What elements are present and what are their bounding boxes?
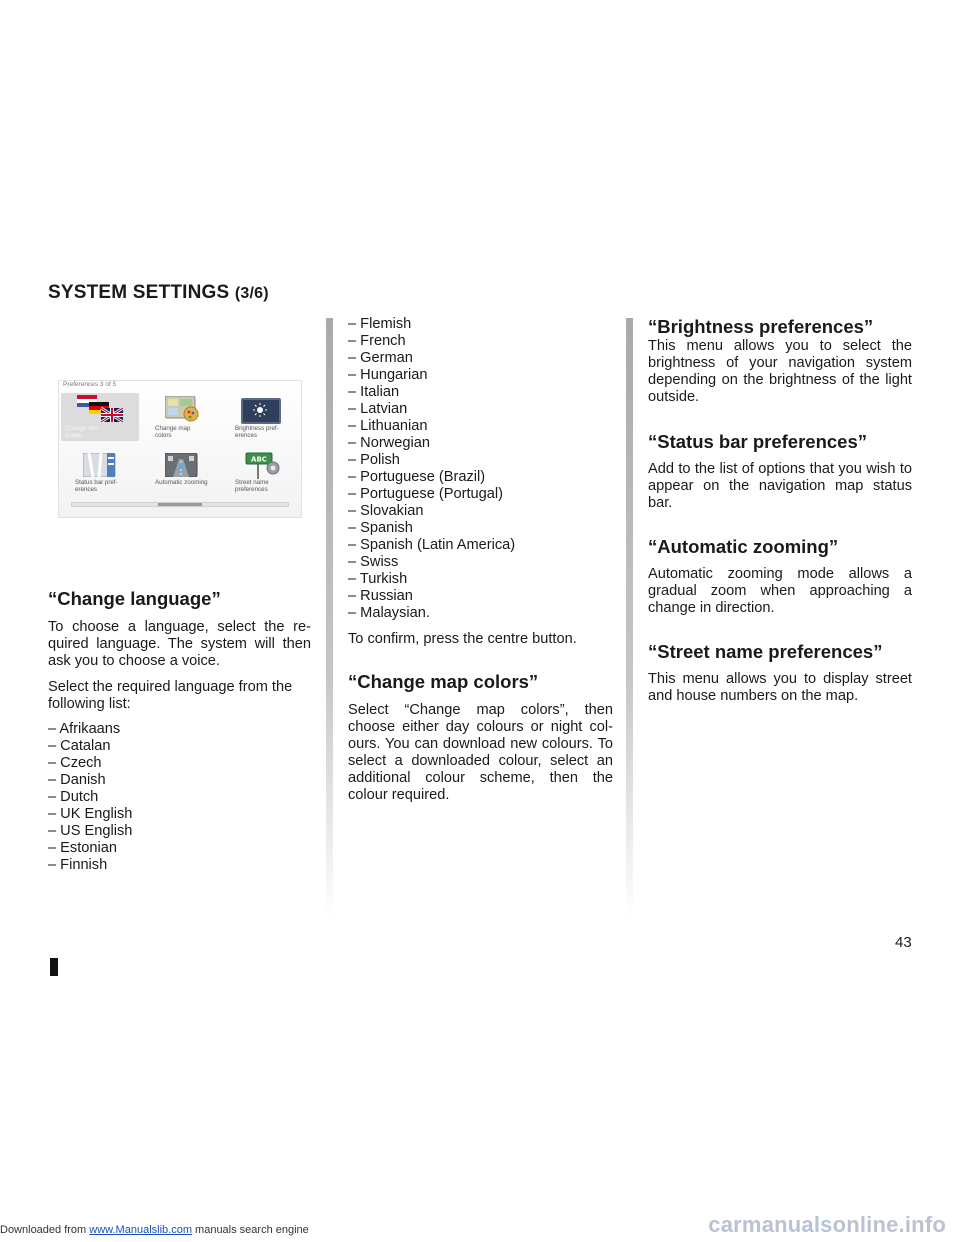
screenshot-header: Preferences 3 of 5	[63, 381, 117, 388]
scrollbar-thumb[interactable]	[158, 503, 202, 506]
left-column	[48, 588, 311, 874]
screenshot-scrollbar[interactable]	[71, 502, 289, 507]
confirm-text: To confirm, press the centre button.	[348, 631, 577, 647]
list-item: – Swiss	[348, 554, 613, 571]
list-item: – Estonian	[48, 840, 311, 857]
list-item: – Afrikaans	[48, 721, 311, 738]
list-item: – Czech	[48, 755, 311, 772]
tile-label: Brightness pref- erences	[235, 425, 279, 439]
change-language-heading: “Change language”	[48, 588, 221, 609]
footer-prefix: Downloaded from	[0, 1224, 90, 1236]
title-suffix: (3/6)	[234, 285, 269, 302]
brightness-heading: “Brightness preferences”	[648, 316, 874, 337]
automatic-zooming-heading: “Automatic zooming”	[648, 536, 839, 557]
list-item: – US English	[48, 823, 311, 840]
list-item: – French	[348, 333, 613, 350]
status-bar-paragraph: Add to the list of options that you wish to appear on the navigation map status bar.	[648, 461, 912, 511]
tile-status-bar-preferences[interactable]	[71, 447, 149, 495]
sign-text: ABC	[251, 455, 267, 464]
page-number: 43	[895, 934, 912, 951]
street-name-heading: “Street name preferences”	[648, 641, 883, 662]
map-colors-icon	[165, 396, 199, 422]
street-sign-icon	[245, 451, 281, 479]
column-divider-left	[326, 318, 333, 918]
footer-suffix: manuals search engine	[191, 1224, 309, 1236]
tile-change-map-colors[interactable]	[151, 393, 229, 441]
change-map-colors-heading: “Change map colors”	[348, 671, 539, 692]
page-marker	[50, 958, 58, 976]
list-item: – Slovakian	[348, 503, 613, 520]
tile-label: Automatic zooming	[155, 479, 208, 486]
tile-automatic-zooming[interactable]	[151, 447, 229, 495]
list-item: – Russian	[348, 588, 613, 605]
menu-screenshot	[58, 380, 302, 518]
list-item: – German	[348, 350, 613, 367]
language-list-part-1	[48, 721, 311, 874]
list-item: – Portuguese (Brazil)	[348, 469, 613, 486]
list-item: – Polish	[348, 452, 613, 469]
language-list-part-2	[348, 316, 613, 622]
list-item: – Spanish	[348, 520, 613, 537]
street-name-paragraph: This menu allows you to display street and house numbers on the map.	[648, 671, 912, 704]
brightness-icon	[241, 398, 281, 424]
column-divider-right	[626, 318, 633, 918]
list-item: – UK English	[48, 806, 311, 823]
list-item: – Spanish (Latin America)	[348, 537, 613, 554]
tile-label: Status bar pref- erences	[75, 479, 118, 493]
list-item: – Portuguese (Portugal)	[348, 486, 613, 503]
tile-change-language[interactable]	[61, 393, 139, 441]
select-language-paragraph: Select the required language from the following list:	[48, 679, 293, 712]
tile-label: Change lan- guage	[65, 425, 99, 439]
brightness-paragraph: This menu allows you to select the brightness of your navigation system depending on the brightness of the light outside.	[648, 338, 912, 405]
list-item: – Latvian	[348, 401, 613, 418]
flags-icon	[77, 395, 123, 423]
middle-column	[348, 316, 613, 804]
change-language-paragraph: To choose a language, select the re-quired language. The system will then ask you to choose a voice.	[48, 619, 311, 669]
list-item: – Hungarian	[348, 367, 613, 384]
automatic-zooming-paragraph: Automatic zooming mode allows a gradual zoom when approaching a change in direction.	[648, 566, 912, 616]
tile-label: Street name preferences	[235, 479, 269, 493]
download-footer	[0, 1224, 309, 1236]
list-item: – Lithuanian	[348, 418, 613, 435]
list-item: – Danish	[48, 772, 311, 789]
list-item: – Flemish	[348, 316, 613, 333]
list-item: – Turkish	[348, 571, 613, 588]
list-item: – Finnish	[48, 857, 311, 874]
footer-link[interactable]: www.Manualslib.com	[89, 1224, 192, 1236]
watermark: carmanualsonline.info	[708, 1212, 946, 1237]
tile-label: Change map colors	[155, 425, 191, 439]
tile-street-name-preferences[interactable]	[231, 447, 309, 495]
page-title: SYSTEM SETTINGS (3/6)	[48, 282, 269, 303]
list-item: – Malaysian.	[348, 605, 613, 622]
status-bar-icon	[83, 453, 117, 477]
list-item: – Dutch	[48, 789, 311, 806]
status-bar-heading: “Status bar preferences”	[648, 431, 868, 452]
change-map-colors-paragraph: Select “Change map colors”, then choose either day colours or night col-ours. You can download new colours. To select a downloaded colour, select an additional colour scheme, then the colour required.	[348, 702, 613, 803]
list-item: – Catalan	[48, 738, 311, 755]
list-item: – Italian	[348, 384, 613, 401]
right-column	[648, 316, 912, 705]
zoom-road-icon	[165, 453, 199, 477]
list-item: – Norwegian	[348, 435, 613, 452]
tile-brightness-preferences[interactable]	[231, 393, 309, 441]
